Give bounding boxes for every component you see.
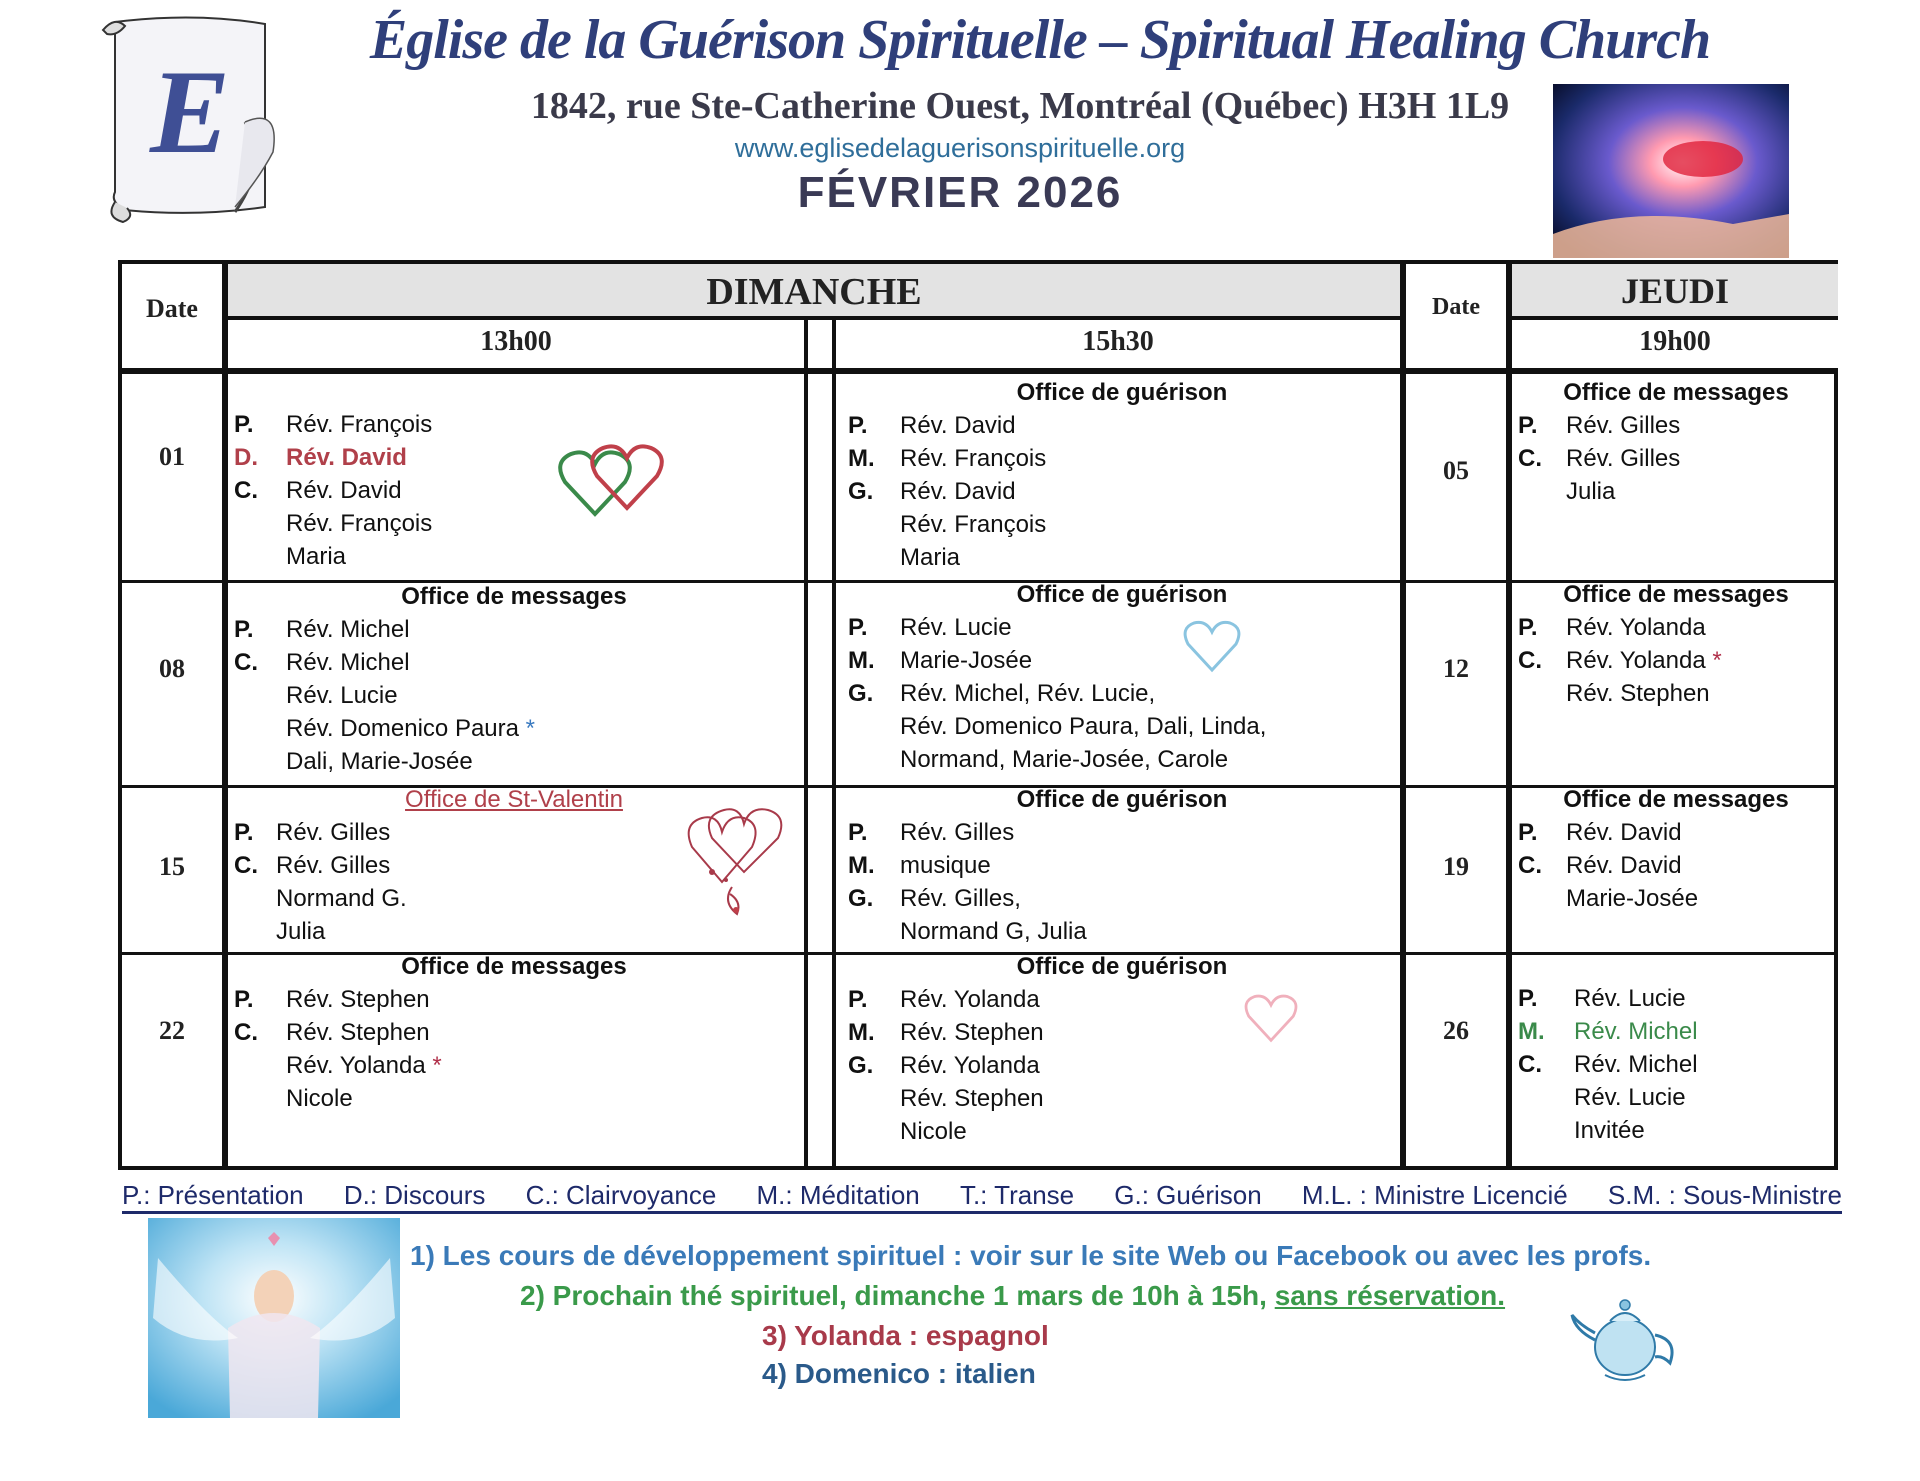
- thursday-1900-slot: [1518, 578, 1834, 710]
- thursday-1900-slot: [1518, 982, 1834, 1147]
- sunday-1300-slot: [234, 950, 794, 1115]
- thursday-header: JEUDI: [1620, 271, 1730, 311]
- role-row: P. Rév. Lucie: [1518, 985, 1686, 1012]
- role-row: G. Rév. David: [848, 478, 1016, 505]
- participant: Rév. Domenico Paura, Dali, Linda,: [900, 713, 1267, 740]
- time-19h00: 19h00: [1639, 326, 1711, 357]
- role-row: C. Rév. Gilles: [234, 852, 391, 879]
- teapot-icon: [1570, 1285, 1680, 1390]
- legend-item: D.: Discours: [343, 1180, 486, 1210]
- role-row: P. Rév. David: [848, 412, 1016, 439]
- note-yolanda-language: 3) Yolanda : espagnol: [762, 1320, 1049, 1351]
- role-row: P. Rév. Stephen: [234, 986, 430, 1013]
- role-row: P. Rév. Yolanda: [848, 986, 1040, 1013]
- role-row: P. Rév. David: [1518, 819, 1682, 846]
- role-row: C. Rév. Yolanda *: [1518, 647, 1722, 674]
- role-row: P. Rév. Gilles: [848, 819, 1015, 846]
- church-title: Église de la Guérison Spirituelle – Spiritual Healing Church: [369, 9, 1711, 71]
- participant: Rév. Stephen: [900, 1085, 1044, 1112]
- church-website[interactable]: www.eglisedelaguerisonspirituelle.org: [734, 133, 1186, 163]
- thursday-date: 05: [1443, 456, 1469, 485]
- note-courses: 1) Les cours de développement spirituel : voir sur le site Web ou Facebook ou avec les profs.: [410, 1240, 1652, 1271]
- sunday-1300-slot: [234, 580, 794, 778]
- service-title: Office de messages: [401, 953, 627, 980]
- thursday-date: 19: [1443, 852, 1469, 881]
- participant: Nicole: [900, 1118, 967, 1145]
- role-row: G. Rév. Michel, Rév. Lucie,: [848, 680, 1156, 707]
- note-domenico-language: 4) Domenico : italien: [762, 1358, 1036, 1389]
- sunday-1300-slot: [234, 408, 794, 573]
- date-header-left: Date: [146, 294, 198, 323]
- role-row: M. Rév. Michel: [1518, 1018, 1698, 1045]
- heart-icon: [1242, 992, 1300, 1049]
- role-row: P. Rév. François: [234, 411, 433, 438]
- role-row: C. Rév. Michel: [1518, 1051, 1698, 1078]
- role-row: M. musique: [848, 852, 991, 879]
- thursday-1900-slot: [1518, 783, 1834, 915]
- participant: Rév. Yolanda *: [286, 1052, 442, 1079]
- participant: Maria: [900, 544, 961, 571]
- role-row: M. Rév. François: [848, 445, 1047, 472]
- legend-item: P.: Présentation: [122, 1180, 304, 1210]
- church-address: 1842, rue Ste-Catherine Ouest, Montréal (Québec) H3H 1L9: [530, 85, 1510, 127]
- role-row: P. Rév. Gilles: [1518, 412, 1681, 439]
- date-header-right: Date: [1432, 294, 1480, 320]
- service-title: Office de guérison: [1016, 379, 1228, 406]
- role-row: C. Rév. Gilles: [1518, 445, 1681, 472]
- participant: Dali, Marie-Josée: [286, 748, 473, 775]
- role-row: C. Rév. Stephen: [234, 1019, 430, 1046]
- role-row: P. Rév. Lucie: [848, 614, 1012, 641]
- role-row: D. Rév. David: [234, 444, 407, 471]
- participant: Julia: [1566, 478, 1616, 505]
- thursday-date: 26: [1443, 1016, 1469, 1045]
- valentine-hearts-icon: [682, 802, 792, 927]
- participant: Rév. François: [900, 511, 1047, 538]
- note-spiritual-tea: 2) Prochain thé spirituel, dimanche 1 mars de 10h à 15h, sans réservation.: [520, 1280, 1506, 1311]
- service-title: Office de messages: [1563, 581, 1789, 608]
- participant: Normand G.: [276, 885, 407, 912]
- participant: Normand, Marie-Josée, Carole: [900, 746, 1229, 773]
- church-logo: [95, 12, 285, 227]
- role-row: P. Rév. Gilles: [234, 819, 391, 846]
- sunday-1530-slot: [848, 578, 1396, 776]
- service-title: Office de messages: [1563, 786, 1789, 813]
- participant: Maria: [286, 543, 347, 570]
- role-row: P. Rév. Michel: [234, 616, 410, 643]
- service-title: Office de messages: [1563, 379, 1789, 406]
- time-15h30: 15h30: [1082, 326, 1154, 357]
- participant: Rév. Lucie: [286, 682, 398, 709]
- role-legend: [122, 1180, 1842, 1214]
- asterisk-note-marker: *: [1712, 647, 1722, 674]
- role-row: P. Rév. Yolanda: [1518, 614, 1706, 641]
- participant: Nicole: [286, 1085, 353, 1112]
- sunday-date: 01: [159, 442, 185, 471]
- thursday-date: 12: [1443, 654, 1469, 683]
- sunday-1530-slot: [848, 950, 1396, 1148]
- participant: Rév. François: [286, 510, 433, 537]
- legend-item: G.: Guérison: [1114, 1180, 1262, 1210]
- schedule-table: [118, 260, 1838, 1170]
- healing-hands-image: [1553, 84, 1789, 258]
- heart-icon: [1182, 618, 1242, 679]
- participant: Normand G, Julia: [900, 918, 1087, 945]
- participant: Julia: [276, 918, 326, 945]
- service-title: Office de guérison: [1016, 786, 1228, 813]
- month-title: FÉVRIER 2026: [797, 168, 1123, 217]
- sunday-1530-slot: [848, 376, 1396, 574]
- role-row: C. Rév. Michel: [234, 649, 410, 676]
- time-13h00: 13h00: [480, 326, 552, 357]
- legend-item: M.: Méditation: [756, 1180, 920, 1210]
- role-row: G. Rév. Yolanda: [848, 1052, 1040, 1079]
- role-row: C. Rév. David: [1518, 852, 1682, 879]
- service-title: Office de St-Valentin: [405, 786, 623, 813]
- svg-text:E: E: [149, 45, 231, 178]
- sunday-1530-slot: [848, 783, 1396, 948]
- thursday-1900-slot: [1518, 376, 1834, 508]
- role-row: C. Rév. David: [234, 477, 402, 504]
- sunday-header: DIMANCHE: [706, 271, 922, 313]
- service-title: Office de messages: [401, 583, 627, 610]
- legend-item: T.: Transe: [959, 1180, 1075, 1210]
- participant: Rév. Lucie: [1574, 1084, 1686, 1111]
- role-row: G. Rév. Gilles,: [848, 885, 1021, 912]
- role-row: M. Marie-Josée: [848, 647, 1033, 674]
- legend-item: S.M. : Sous-Ministre: [1607, 1180, 1842, 1210]
- service-title: Office de guérison: [1016, 953, 1228, 980]
- participant: Rév. Domenico Paura *: [286, 715, 536, 742]
- sunday-date: 15: [159, 852, 185, 881]
- angel-image: [148, 1218, 400, 1418]
- participant: Rév. Stephen: [1566, 680, 1710, 707]
- sunday-date: 22: [159, 1016, 185, 1045]
- two-hearts-icon: [557, 442, 667, 527]
- role-row: M. Rév. Stephen: [848, 1019, 1044, 1046]
- sunday-date: 08: [159, 654, 185, 683]
- service-title: Office de guérison: [1016, 581, 1228, 608]
- participant: Marie-Josée: [1566, 885, 1699, 912]
- asterisk-note-marker: *: [525, 715, 536, 742]
- legend-item: M.L. : Ministre Licencié: [1301, 1180, 1568, 1210]
- participant: Invitée: [1574, 1117, 1645, 1144]
- legend-item: C.: Clairvoyance: [525, 1180, 717, 1210]
- asterisk-note-marker: *: [432, 1052, 442, 1079]
